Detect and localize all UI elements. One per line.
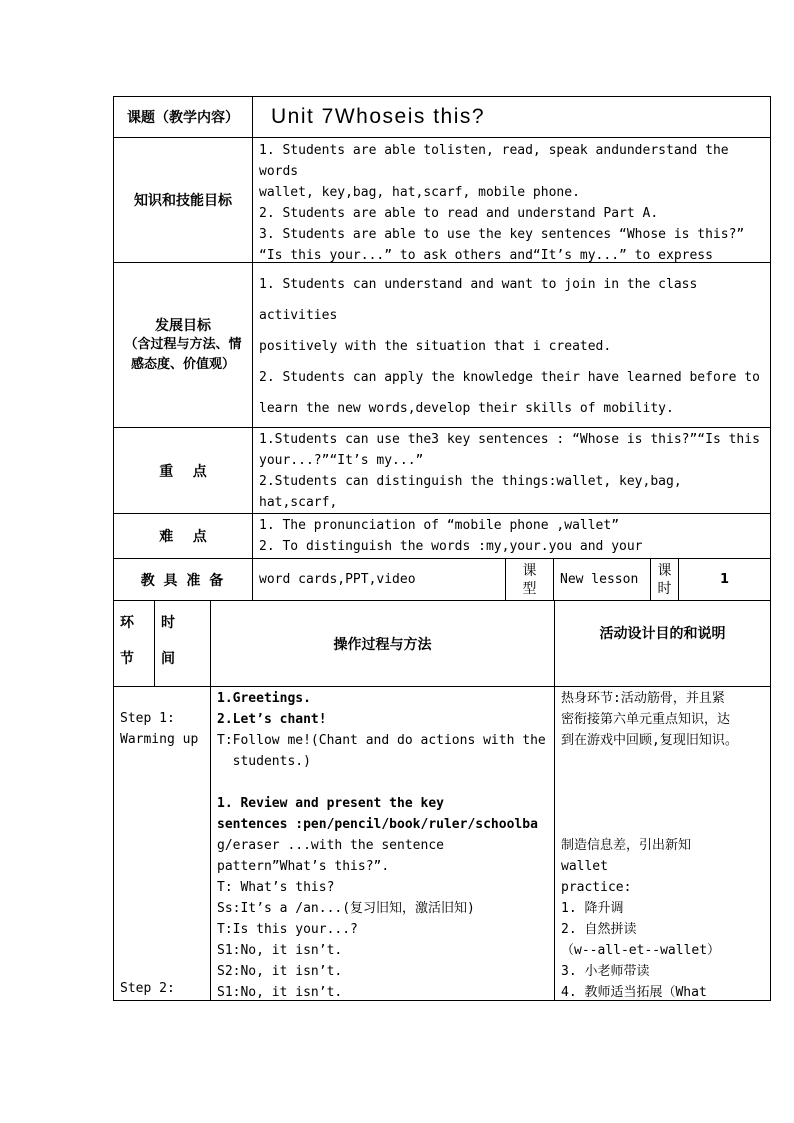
purpose-body-cell — [554, 686, 771, 1001]
procedure-line: pattern”What’s this?”. — [217, 859, 390, 874]
key-points-line: your...?”“It’s my...” — [259, 453, 424, 468]
key-points-line: 2.Students can distinguish the things:wallet, key,bag, hat,scarf, — [259, 474, 682, 510]
stage-header: 环节 — [120, 615, 134, 667]
procedure-line: T:Follow me!(Chant and do actions with the — [217, 733, 546, 748]
tools-value: word cards,PPT,video — [259, 572, 416, 587]
procedure-line — [217, 772, 548, 793]
purpose-line: 1. 降升调 — [561, 901, 624, 916]
procedure-line: 2.Let’s chant! — [217, 712, 327, 727]
development-line: 2. Students can apply the knowledge their have learned before to — [259, 370, 760, 385]
development-line: 1. Students can understand and want to join in the class activities — [259, 277, 698, 323]
period-value: 1 — [719, 572, 730, 587]
time-header-cell — [154, 600, 211, 687]
knowledge-label-cell — [113, 137, 253, 263]
step2-label: Step 2: — [120, 981, 175, 996]
development-line: learn the new words,develop their skills of mobility. — [259, 401, 674, 416]
procedure-line: S1:No, it isn’t. — [217, 943, 343, 958]
title-value-cell — [252, 96, 771, 138]
procedure-line: students.) — [217, 754, 311, 769]
purpose-spacer — [561, 751, 768, 835]
purpose-line: （w--all-et--wallet） — [561, 943, 721, 958]
stage-header-cell — [113, 600, 155, 687]
purpose-line: 到在游戏中回顾,复现旧知识。 — [561, 733, 738, 748]
purpose-line: 制造信息差，引出新知 — [561, 838, 692, 853]
tools-value-cell — [252, 558, 506, 601]
development-content — [252, 262, 771, 428]
procedure-line: sentences :pen/pencil/book/ruler/schoolba — [217, 817, 538, 832]
lesson-type-label: 课型 — [522, 562, 537, 597]
knowledge-label: 知识和技能目标 — [134, 193, 232, 209]
key-points-label: 重 点 — [159, 463, 207, 480]
lesson-type-label-cell — [505, 558, 554, 601]
lesson-type-value-cell — [553, 558, 651, 601]
development-line: positively with the situation that i created. — [259, 339, 612, 354]
procedure-line: T:Is this your...? — [217, 922, 358, 937]
step1-name: Warming up — [120, 732, 199, 747]
stage-body-cell — [113, 686, 211, 1001]
difficult-points-line: 2. To distinguish the words :my,your.you and your — [259, 539, 643, 554]
procedure-line: 1. Review and present the key — [217, 796, 444, 811]
procedure-line: Ss:It’s a /an...(复习旧知，激活旧知) — [217, 901, 475, 916]
development-label-cell — [113, 262, 253, 428]
knowledge-line: 3. Students are able to use the key sentences “Whose is this?” — [259, 227, 745, 242]
period-label-cell — [650, 558, 679, 601]
procedure-header-cell — [210, 600, 555, 687]
key-points-line: 1.Students can use the3 key sentences : “Whose is this?”“Is this — [259, 432, 760, 447]
knowledge-line: 1. Students are able tolisten, read, speak andunderstand the words — [259, 143, 729, 179]
knowledge-line: “Is this your...” to ask others and“It’s my...” to express — [259, 248, 713, 263]
lesson-type-value: New lesson — [560, 572, 639, 587]
purpose-line: wallet — [561, 859, 608, 874]
key-points-label-cell — [113, 427, 253, 514]
procedure-line: 1.Greetings. — [217, 691, 311, 706]
purpose-line: 热身环节:活动筋骨，并且紧 — [561, 691, 725, 706]
period-value-cell — [678, 558, 771, 601]
development-sublabel: （含过程与方法、情感态度、价值观） — [124, 337, 242, 372]
purpose-line: 密衔接第六单元重点知识，达 — [561, 712, 731, 727]
period-label: 课时 — [657, 562, 672, 597]
difficult-points-label-cell — [113, 513, 253, 559]
purpose-header-cell — [554, 600, 771, 687]
difficult-points-label: 难 点 — [159, 529, 207, 545]
knowledge-content — [252, 137, 771, 263]
purpose-line: practice: — [561, 880, 632, 895]
procedure-body-cell — [210, 686, 555, 1001]
procedure-line: T: What’s this? — [217, 880, 335, 895]
title-label-cell — [113, 96, 253, 138]
procedure-line: g/eraser ...with the sentence — [217, 838, 444, 853]
procedure-header: 操作过程与方法 — [333, 636, 432, 653]
step1-label: Step 1: — [120, 711, 175, 726]
tools-label-cell — [113, 558, 253, 601]
knowledge-line: wallet, key,bag, hat,scarf, mobile phone. — [259, 185, 580, 200]
tools-label: 教 具 准 备 — [140, 572, 226, 589]
title-label: 课题（教学内容） — [127, 110, 239, 126]
purpose-line: 3. 小老师带读 — [561, 964, 650, 979]
procedure-line: S1:No, it isn’t. — [217, 985, 343, 1000]
procedure-line: S2:No, it isn’t. — [217, 964, 343, 979]
lesson-title: Unit 7Whoseis this? — [271, 105, 486, 128]
purpose-line: 4. 教师适当拓展（What — [561, 985, 707, 1000]
difficult-points-line: 1. The pronunciation of “mobile phone ,wallet” — [259, 518, 620, 533]
difficult-points-content — [252, 513, 771, 559]
lesson-plan-table — [113, 96, 771, 1001]
time-header: 时间 — [161, 615, 175, 667]
purpose-header: 活动设计目的和说明 — [599, 626, 726, 642]
purpose-line: 2. 自然拼读 — [561, 922, 637, 937]
key-points-content — [252, 427, 771, 514]
development-label: 发展目标 — [155, 318, 211, 334]
knowledge-line: 2. Students are able to read and understand Part A. — [259, 206, 659, 221]
